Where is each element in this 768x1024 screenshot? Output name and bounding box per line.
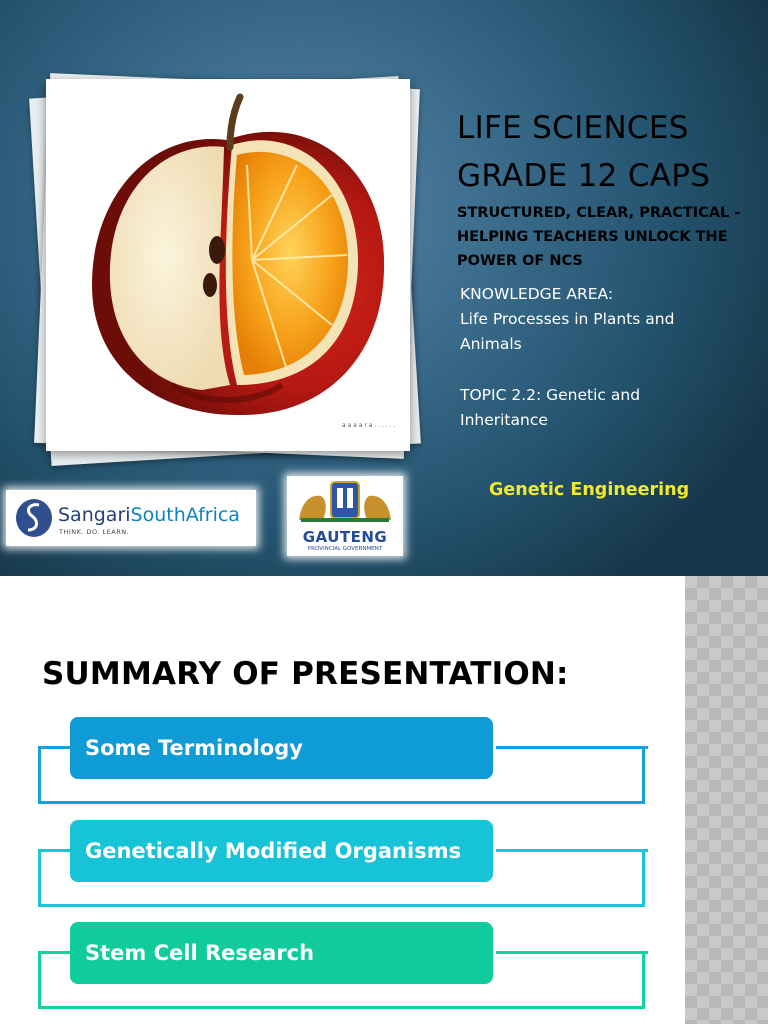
gauteng-crest-icon	[287, 476, 403, 528]
knowledge-line-2: Animals	[460, 335, 522, 353]
summary-title: SUMMARY OF PRESENTATION:	[42, 656, 569, 692]
summary-item-label: Stem Cell Research	[70, 922, 493, 984]
gauteng-wordmark: GAUTENG	[302, 528, 388, 546]
knowledge-line-1: Life Processes in Plants and	[460, 310, 675, 328]
gauteng-subtext: PROVINCIAL GOVERNMENT	[307, 546, 383, 552]
title-block	[457, 104, 757, 273]
apple-orange-image	[52, 85, 402, 435]
sangari-wordmark: SangariSouthAfrica	[58, 504, 240, 526]
knowledge-label: KNOWLEDGE AREA:	[460, 285, 614, 303]
summary-item-label: Genetically Modified Organisms	[70, 820, 493, 882]
gauteng-logo	[287, 476, 403, 556]
knowledge-area-text	[460, 282, 750, 433]
sangari-s-icon	[12, 490, 58, 546]
photo-caption: a a a a r a . . . . . .	[342, 422, 396, 429]
summary-item-label: Some Terminology	[70, 717, 493, 779]
title-line-2: GRADE 12 CAPS	[457, 158, 711, 194]
sangari-tagline: THINK. DO. LEARN.	[59, 528, 130, 536]
topic-line-1: TOPIC 2.2: Genetic and	[460, 386, 641, 404]
subtitle: STRUCTURED, CLEAR, PRACTICAL - HELPING TEACHERS UNLOCK THE POWER OF NCS	[457, 205, 741, 269]
diamond-pattern-strip	[685, 576, 768, 1024]
sangari-logo	[6, 490, 256, 546]
photo-stack	[30, 65, 430, 465]
title-line-1: LIFE SCIENCES	[457, 110, 689, 146]
topic-line-2: Inheritance	[460, 411, 548, 429]
genetic-engineering-label: Genetic Engineering	[489, 480, 690, 500]
summary-slide	[0, 576, 768, 1024]
